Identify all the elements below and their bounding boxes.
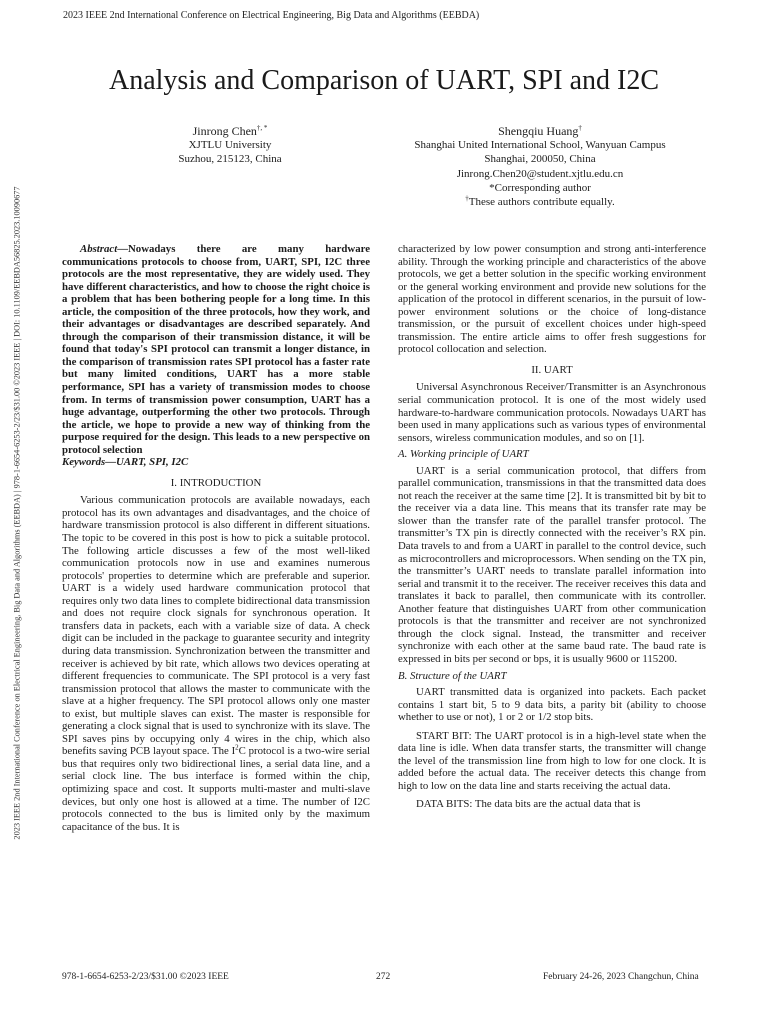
data-bits-paragraph: DATA BITS: The data bits are the actual data that is [416,798,641,811]
paper-title: Analysis and Comparison of UART, SPI and I2C [109,65,659,96]
structure-paragraph: UART transmitted data is organized into packets. Each packet contains 1 start bit, 5 to 9 data bits, a parity bit (ability to choose whether to use or not), 1 or 2 or 1/2 stop bits. [398,686,706,724]
subsection-heading-structure: B. Structure of the UART [398,669,507,682]
footer-conference-date: February 24-26, 2023 Changchun, China [543,972,699,982]
subsection-heading-working-principle: A. Working principle of UART [398,448,529,461]
working-principle-paragraph: UART is a serial communication protocol, that differs from parallel communication, transmissions in that the transmitted data does not reach the receiver at the same time [2]. It is transmitted bit by bit to the receiver via a data line. This means that its transfer rate may be slower than the transfer rate of the parallel transfer protocol. The transmitter’s TX pin is directly connected with the receiver’s RX pin. Data travels to and from a UART in parallel to the control device, such as microcontrollers and microprocessors. When sending on the TX pin, the transmitter’s UART needs to translate parallel information into serial and transmit it to the receiver. The receiver receives this data and translates it back to parallel, then communicate with its controller. Another feature that distinguishes UART from other communication protocols is that the transmitter and receiver are not synchronized through the clock signal. Instead, the transmitter and receiver synchronize with each other at the same baud rate. The baud rate is expressed in bits per second or bps, it is usually 9600 or 115200. [398,464,706,665]
footer-copyright: 978-1-6654-6253-2/23/$31.00 ©2023 IEEE [62,972,229,982]
equal-contribution-note: †These authors contribute equally. [465,194,615,209]
author-2-name: Shengqiu Huang† [498,124,582,138]
author-1-affiliation: XJTLU University [188,139,272,152]
author-2-email[interactable]: Jinrong.Chen20@student.xjtlu.edu.cn [456,167,624,180]
page-number: 272 [376,972,391,982]
author-1-address: Suzhou, 215123, China [178,153,282,166]
abstract: Abstract—Nowadays there are many hardware communications protocols to choose from, UART, SPI, I2C three protocols are the most representative, they are widely used. They have different characteristics, and how to choose the right choice is a problem that has been bothering people for a long time. In this article, the composition of the three protocols, how they work, and their advantages or disadvantages are described separately. And through the comparison of their transmission distance, it will be found that today's SPI protocol can transmit a longer distance, in the comparison of transmission rates SPI protocol has a faster rate but many limited conditions, UART has a more stable performance, SPI has a variety of transmission modes to choose from. In terms of transmission power consumption, UART has a huge advantage, outperforming the other two protocols. Through the article, we hope to provide a new way of thinking from the purpose required for the design. This leads to a new perspective on protocol selection [62,243,370,456]
right-column [398,243,706,811]
section-heading-introduction: I. INTRODUCTION [170,476,262,489]
author-1-block [110,124,350,167]
author-2-block [375,124,705,209]
sidebar-citation-text: 2023 IEEE 2nd International Conference on Electrical Engineering, Big Data and Algorithms (EEBDA) | 978-1-6654-6253-2/23/$31.00 ©2023 IEEE | DOI: 10.1109/EEBDA56825.2023.10090677 [12,186,22,840]
start-bit-paragraph: START BIT: The UART protocol is in a high-level state when the data line is idle. When data transfer starts, the transmitter will change the level of the transmission line from high to low for one clock. It is added before the actual data. The receiver detects this change from high to low on the data line and starts receiving the actual data. [398,729,706,792]
author-2-address: Shanghai, 200050, China [484,153,596,166]
author-2-affiliation: Shanghai United International School, Wanyuan Campus [414,139,666,152]
intro-paragraph-continued: characterized by low power consumption and strong anti-interference ability. Through the working principle and characteristics of the above protocols, we get a better solution in the specific working environment or the general working environment and provide new solutions for the application of the protocol in different scenarios, in the pursuit of low-power environment solutions or the choice of long-distance transmission, or the pursuit of excellent choices under high-speed transmission. The entire article aims to offer fresh suggestions for protocol collocation and selection. [398,243,706,356]
conference-header: 2023 IEEE 2nd International Conference on Electrical Engineering, Big Data and Algorithms (EEBDA) [63,10,480,21]
author-1-name: Jinrong Chen†, * [192,124,268,138]
left-column [62,243,370,833]
uart-intro-paragraph: Universal Asynchronous Receiver/Transmitter is an Asynchronous serial communication protocol. It is one of the most widely used hardware-to-hardware communication protocols. Nowadays UART has been used in many applications such as various types of environmental sensors, wireless communication modules, and so on [1]. [398,381,706,444]
section-heading-uart: II. UART [531,363,573,376]
intro-paragraph: Various communication protocols are available nowadays, each protocol has its own advantages and disadvantages, and the choice of hardware transmission protocol is also different in different situations. The topic to be covered in this post is how to pick a suitable protocol. The following article discusses a few of the most well-liked communication protocols now in use and examines numerous protocols' properties to determine which are preferable and superior. UART is a widely used hardware communication protocol that requires only two data lines to complete bidirectional data transmission and does not require clock signals for synchronous operation. It transfers data in packets, each with a variable size of data. A check digit can be included in the package to guarantee security and integrity during data transmission. Synchronization between the transmitter and receiver is achieved by bit rate, which allows two devices operating at different frequencies to communicate. The SPI protocol is a very fast transmission protocol that allows the master to communicate with the slave at a higher frequency. The SPI protocol allows only one master to exist, but multiple slaves can exist. The master is responsible for generating a clock signal that is used to synchronize with its slave. The SPI saves pins by occupying only 4 wires in the chip, which also benefits saving PCB layout space. The $I^2C$ protocol is a two-wire serial bus that requires only two bidirectional lines, a serial data line, and a serial clock line. The bus interface is formed within the chip, optimizing space and cost. It supports multi-master and multi-slave devices, but only one host is allowed at a time. The number of I2C protocols connected to the bus is limited only by the maximum capacitance of the bus. It is [62,494,370,833]
keywords: Keywords—UART, SPI, I2C [62,456,189,469]
sidebar-citation [6,128,28,898]
corresponding-author-note: *Corresponding author [489,181,591,194]
